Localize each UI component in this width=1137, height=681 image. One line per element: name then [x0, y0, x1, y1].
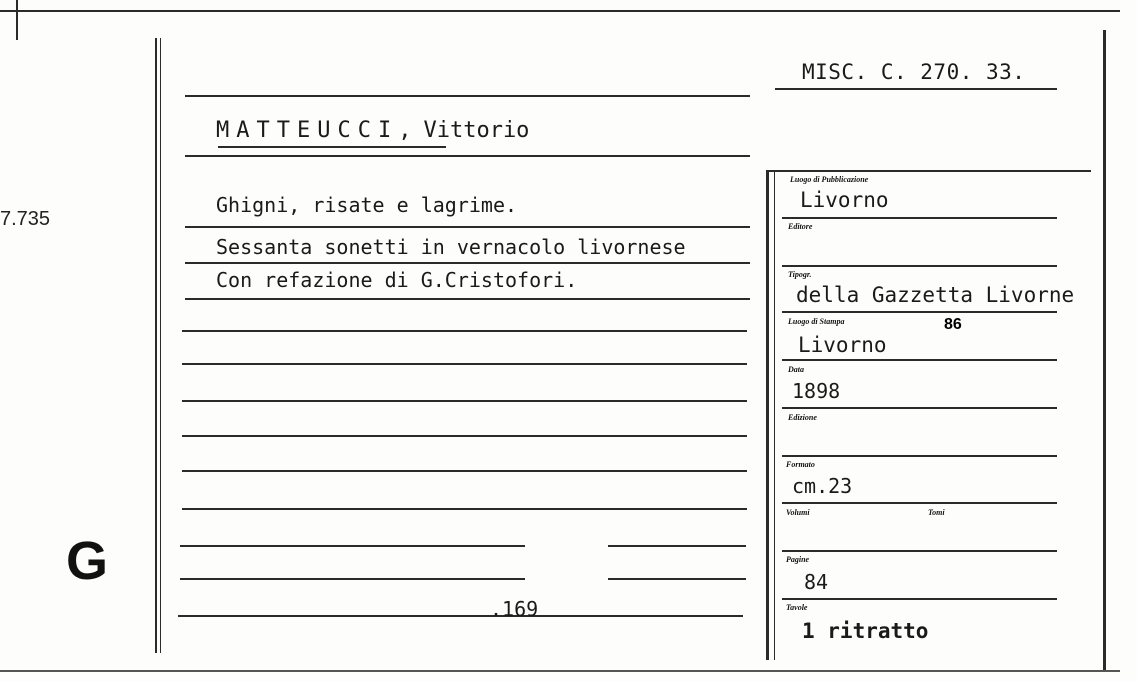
author-bottom-rule — [185, 155, 750, 157]
box-rule — [782, 598, 1057, 600]
card-bottom-edge — [0, 670, 1120, 672]
title-line-3: Con refazione di G.Cristofori. — [216, 268, 578, 292]
shelfmark: MISC. C. 270. 33. — [802, 60, 1026, 84]
value-tavole: 1 ritratto — [802, 619, 929, 643]
blank-rule — [180, 545, 525, 547]
value-formato: cm.23 — [792, 474, 853, 498]
blank-rule — [182, 400, 747, 402]
title-rule-1 — [185, 226, 750, 228]
author-forename: Vittorio — [423, 118, 530, 143]
blank-rule — [182, 435, 747, 437]
box-left-rule — [766, 170, 769, 660]
label-edizione: Edizione — [788, 413, 817, 422]
card-right-edge — [1103, 30, 1106, 670]
box-top-rule — [766, 170, 1091, 172]
author-heading — [216, 118, 529, 143]
author-top-rule — [185, 95, 750, 97]
label-luogo-pubblicazione: Luogo di Pubblicazione — [790, 175, 869, 184]
label-volumi: Volumi — [786, 508, 810, 517]
card-left-edge — [16, 0, 18, 40]
box-rule — [782, 359, 1057, 361]
author-separator: , — [398, 118, 412, 143]
label-tomi: Tomi — [928, 508, 945, 517]
label-formato: Formato — [786, 460, 815, 469]
box-left-rule-inner — [774, 170, 775, 660]
value-data: 1898 — [792, 379, 841, 403]
blank-rule — [182, 470, 747, 472]
label-tipografo: Tipogr. — [788, 270, 812, 279]
blank-rule — [182, 330, 747, 332]
margin-rule — [155, 38, 157, 653]
box-rule — [782, 455, 1057, 457]
box-rule — [782, 217, 1057, 219]
value-tipografo: della Gazzetta Livorne — [796, 283, 1075, 307]
title-line-1: Ghigni, risate e lagrime. — [216, 193, 518, 217]
box-rule — [782, 550, 1057, 552]
blank-rule — [608, 545, 746, 547]
label-luogo-stampa: Luogo di Stampa — [788, 317, 845, 326]
label-pagine: Pagine — [786, 555, 810, 564]
author-surname: MATTEUCCI — [216, 118, 399, 143]
shelfmark-rule — [775, 88, 1057, 90]
value-luogo-stampa-extra: 86 — [944, 316, 962, 333]
blank-rule — [182, 508, 747, 510]
label-editore: Editore — [788, 222, 813, 231]
card-top-edge — [0, 10, 1120, 12]
blank-rule — [182, 363, 747, 365]
bottom-number: .169 — [490, 597, 539, 621]
title-rule-2 — [185, 262, 750, 264]
value-pagine: 84 — [804, 570, 829, 594]
value-luogo-pubblicazione: Livorno — [800, 188, 889, 212]
margin-rule-inner — [160, 38, 161, 653]
box-rule — [782, 311, 1057, 313]
box-rule — [782, 502, 1057, 504]
value-luogo-stampa: Livorno — [798, 333, 887, 357]
box-rule — [782, 407, 1057, 409]
title-rule-3 — [185, 298, 750, 300]
blank-rule — [608, 578, 746, 580]
label-data: Data — [788, 365, 804, 374]
blank-rule — [180, 578, 525, 580]
margin-number: 7.735 — [0, 208, 51, 230]
blank-rule — [178, 615, 743, 617]
label-tavole: Tavole — [786, 603, 808, 612]
margin-letter: G — [66, 531, 109, 591]
author-underline — [218, 146, 446, 148]
title-line-2: Sessanta sonetti in vernacolo livornese — [216, 235, 686, 259]
box-rule — [782, 265, 1057, 267]
